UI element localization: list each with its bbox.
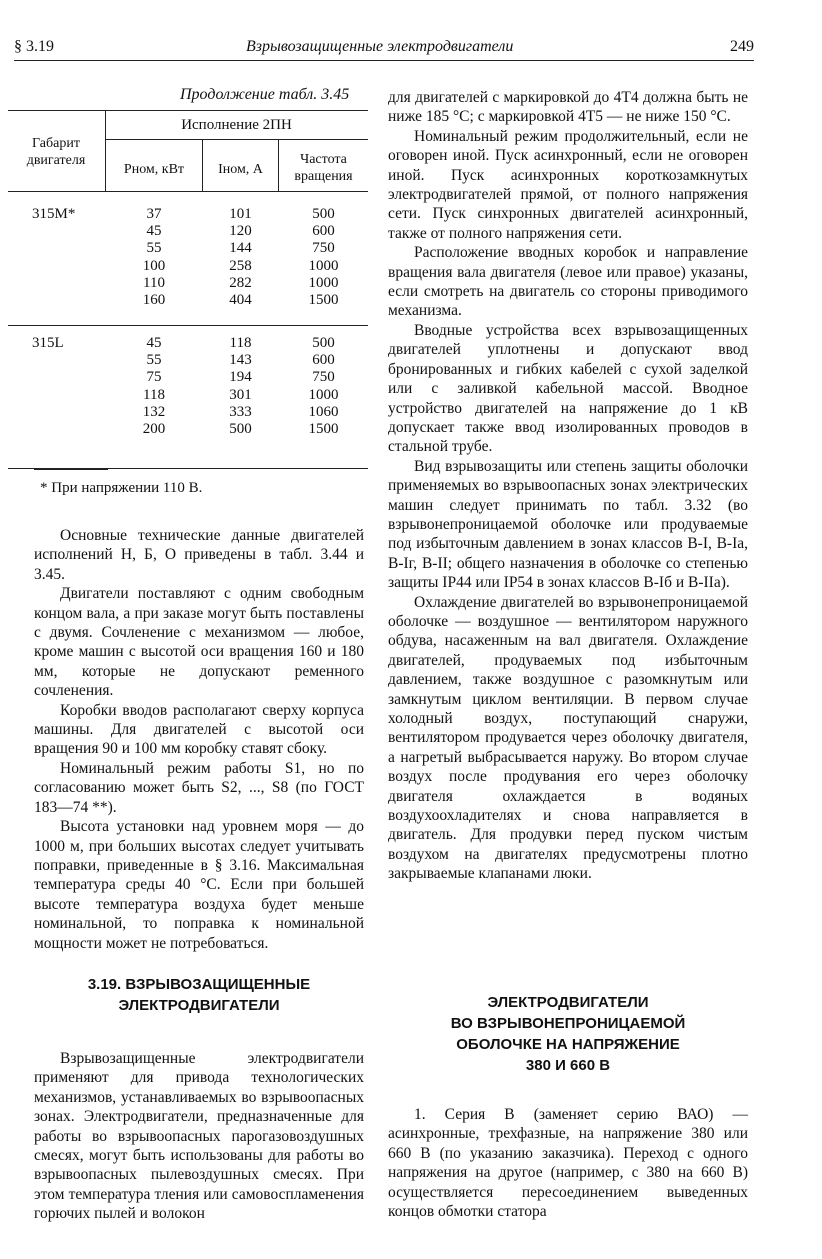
table-group-header: Исполнение 2ПН: [105, 111, 368, 140]
paragraph: Основные технические данные двигателей исполнений Н, Б, О приведены в табл. 3.44 и 3.45.: [34, 527, 364, 583]
page-number: 249: [730, 38, 754, 55]
power-values: 45 55 75 118 132 200: [142, 335, 166, 438]
subsection-heading: [388, 992, 748, 1076]
left-column-text-2: [34, 1049, 364, 1224]
paragraph: Номинальный режим продолжительный, если не оговорен иной. Пуск асинхронный, если не оговорен иной. Пуск асинхронных короткозамкнутых электродвигателей прямой, от полного напряжения сети. Пуск синхронных двигателей асинхронный, также от полного напряжения сети.: [388, 127, 748, 242]
page-header: [14, 34, 754, 61]
heading-line: 380 И 660 В: [525, 1057, 611, 1074]
table-header-rule: [8, 191, 368, 192]
table-caption: Продолжение табл. 3.45: [180, 86, 350, 103]
column-header-size: Габарит двигателя: [26, 136, 86, 168]
paragraph: Вид взрывозащиты или степень защиты оболочки применяемых во взрывоопасных зонах электрических машин следует принимать по табл. 3.32 (во взрывонепроницаемой оболочке или продуваемые под избыточным давлением в зонах классов В-I, В-Iа, В-Iг, В-II; общего назначения в оболочке со степенью защиты IP44 или IP54 в зонах классов В-Iб и В-IIа).: [388, 457, 748, 592]
paragraph: Двигатели поставляют с одним свободным концом вала, а при заказе могут быть поставлены с двумя. Сочленение с механизмом — любое, кроме машин с высотой оси вращения 160 и 180 мм, которые не допускают ременного сочленения.: [34, 585, 364, 700]
table-group-rule: [8, 325, 368, 326]
right-column-text: [388, 88, 748, 884]
left-column-text: [34, 526, 364, 953]
power-values: 37 45 55 100 110 160: [142, 206, 166, 309]
running-title: Взрывозащищенные электродвигатели: [246, 38, 514, 55]
column-header-power: Pном, кВт: [123, 162, 185, 177]
paragraph: Высота установки над уровнем моря — до 1000 м, при больших высотах следует учитывать поправки, приведенные в § 3.16. Максимальная температура среды 40 °С. Если при большей высоте температура воздуха будет меньше номинальной, то поправка к номинальной мощности может не потребоваться.: [34, 818, 364, 952]
paragraph: Коробки вводов располагают сверху корпуса машины. Для двигателей с высотой оси вращения 90 и 100 мм коробку ставят сбоку.: [34, 701, 364, 758]
heading-line: ВО ВЗРЫВОНЕПРОНИЦАЕМОЙ: [450, 1015, 686, 1032]
current-values: 101 120 144 258 282 404: [229, 206, 252, 309]
heading-line: ЭЛЕКТРОДВИГАТЕЛИ: [118, 997, 280, 1014]
heading-line: 3.19. ВЗРЫВОЗАЩИЩЕННЫЕ: [87, 976, 311, 993]
footnote-rule: [34, 469, 108, 470]
column-header-speed: Частота вращения: [294, 152, 353, 184]
motor-data-table: [8, 110, 368, 469]
heading-line: ЭЛЕКТРОДВИГАТЕЛИ: [487, 994, 649, 1011]
paragraph: Взрывозащищенные электродвигатели применяют для привода технологических механизмов, устанавливаемых во взрывоопасных зонах. Электродвигатели, предназначенные для работы во взрывоопасных парогазовоздушных смесях, могут быть использованы для работы во взрывоопасных пылевоздушных смесях. При этом температура тления или самовоспламенения горючих пылей и волокон: [34, 1050, 364, 1223]
current-values: 118 143 194 301 333 500: [229, 335, 252, 438]
speed-values: 500 600 750 1000 1060 1500: [308, 335, 339, 438]
column-header-current: Iном, А: [218, 162, 263, 177]
heading-line: ОБОЛОЧКЕ НА НАПРЯЖЕНИЕ: [456, 1036, 680, 1053]
motor-size: 315L: [32, 335, 64, 351]
table-footnote: * При напряжении 110 В.: [40, 480, 203, 496]
section-number: § 3.19: [14, 38, 54, 55]
paragraph: 1. Серия В (заменяет серию ВАО) — асинхронные, трехфазные, на напряжение 380 или 660 В (по указанию заказчика). Переход с одного напряжения на другое (например, с 380 на 660 В) осуществляется пересоединением выведенных концов обмотки статора: [388, 1106, 748, 1221]
paragraph: Вводные устройства всех взрывозащищенных двигателей уплотнены и допускают ввод бронированных и гибких кабелей с сухой заделкой или с заливкой кабельной массой. Вводное устройство двигателей на напряжение до 1 кВ допускает также ввод изолированных проводов в стальной трубе.: [388, 321, 748, 456]
paragraph: для двигателей с маркировкой до 4Т4 должна быть не ниже 185 °С; с маркировкой 4Т5 — не ниже 150 °С.: [388, 89, 748, 126]
section-heading: [34, 974, 364, 1016]
paragraph: Номинальный режим работы S1, но по согласованию может быть S2, ..., S8 (по ГОСТ 183—74 **).: [34, 759, 364, 816]
paragraph: Расположение вводных коробок и направление вращения вала двигателя (левое или правое) указаны, если смотреть на двигатель со стороны приводимого механизма.: [388, 244, 748, 320]
right-column-text-2: [388, 1105, 748, 1221]
motor-size: 315M*: [32, 206, 76, 222]
speed-values: 500 600 750 1000 1000 1500: [308, 206, 339, 309]
paragraph: Охлаждение двигателей во взрывонепроницаемой оболочке — воздушное — вентилятором наружного обдува, насаженным на вал двигателя. Охлаждение двигателей, продуваемых под избыточным давлением, также воздушное с разомкнутым или замкнутым циклом вентиляции. В первом случае холодный воздух, поступающий снаружи, вентилятором продувается через оболочку двигателя, а нагретый выбрасывается наружу. Во втором случае воздух после продувания его через оболочку двигателя охлаждается в водяных воздухоохладителях и снова направляется в двигатель. Для продувки перед пуском чистым воздухом на двигателях предусмотрены плотно закрываемые клапанами люки.: [388, 593, 748, 883]
